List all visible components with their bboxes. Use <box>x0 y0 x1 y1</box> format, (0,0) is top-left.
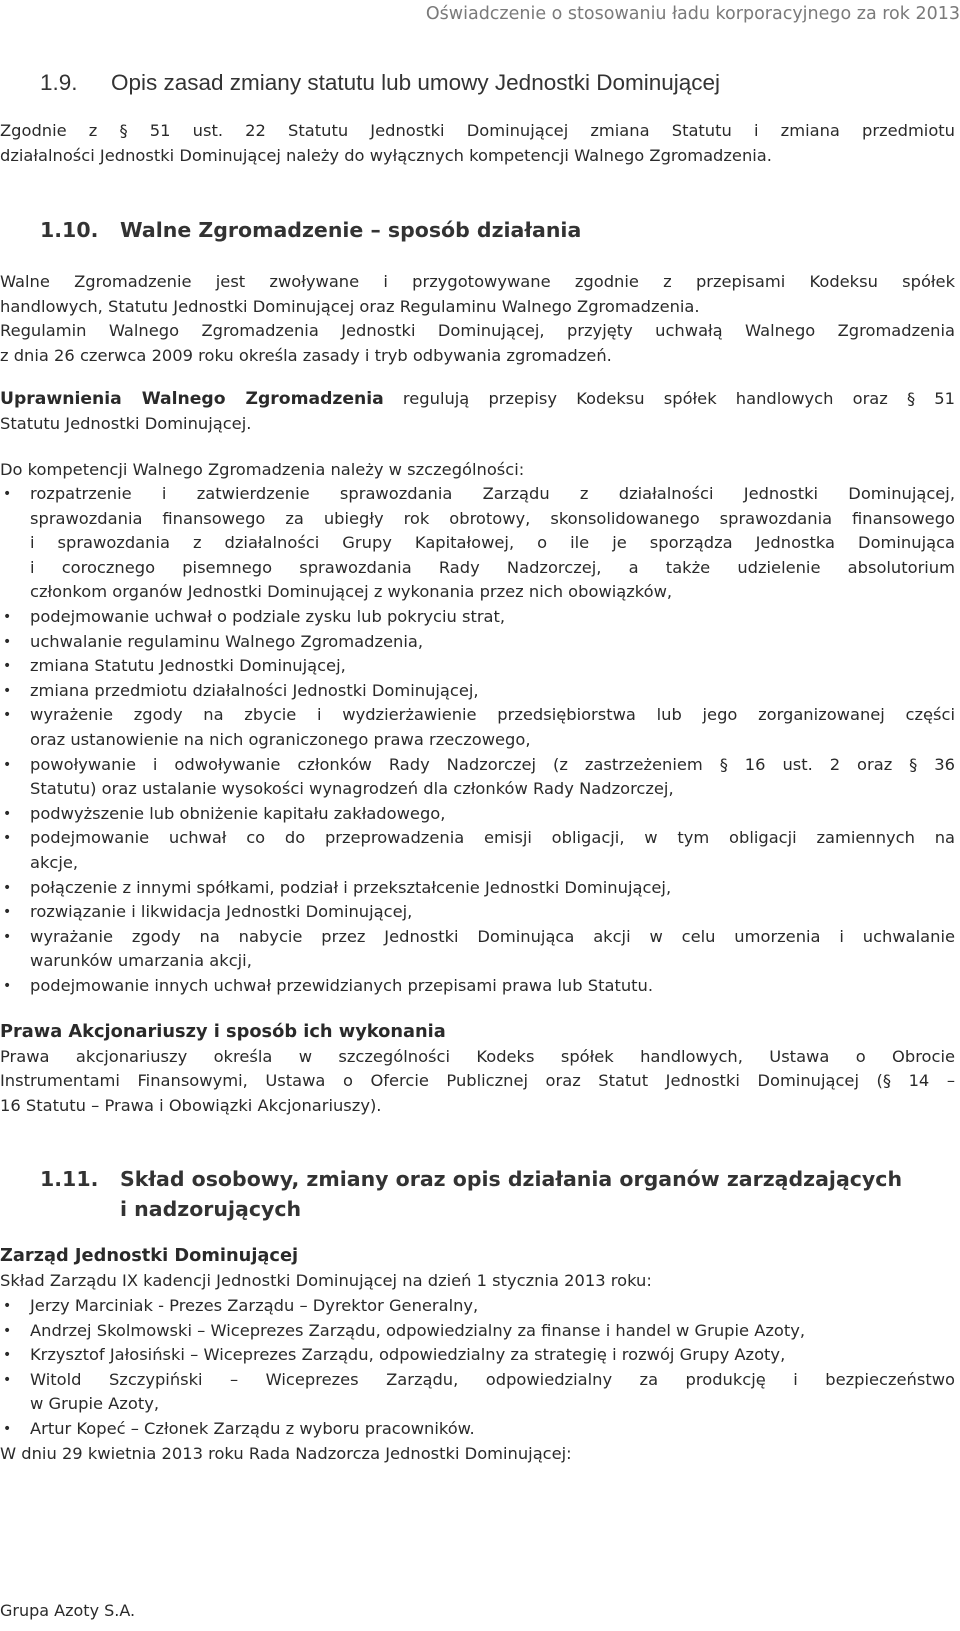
list-item-text <box>30 703 955 752</box>
bullet-icon: • <box>3 904 12 921</box>
text-line: handlowych, Statutu Jednostki Dominującej oraz Regulaminu Walnego Zgromadzenia. <box>0 296 700 316</box>
bullet-icon: • <box>3 830 12 847</box>
text-line: i sprawozdania z działalności Grupy Kapitałowej, o ile je sporządza Jednostka Dominująca <box>30 533 955 553</box>
text-line: Statutu Jednostki Dominującej. <box>0 413 252 433</box>
list-item-text <box>30 630 955 655</box>
text-line: zmiana przedmiotu działalności Jednostki Dominującej, <box>30 680 479 700</box>
list-item <box>0 1294 955 1319</box>
bold-phrase: Uprawnienia Walnego Zgromadzenia <box>0 389 384 409</box>
bullet-icon: • <box>3 486 12 502</box>
section-number: 1.11. <box>40 1167 99 1191</box>
paragraph-powers <box>0 387 955 436</box>
list-item <box>0 826 955 875</box>
text-line: sprawozdania finansowego za ubiegły rok obrotowy, skonsolidowanego sprawozdania finansowego <box>30 508 955 528</box>
section-number: 1.9. <box>40 70 78 95</box>
list-item <box>0 630 955 655</box>
text-line: akcje, <box>30 852 79 872</box>
bullet-icon: • <box>3 682 12 699</box>
list-item-text <box>30 679 955 704</box>
text-line: połączenie z innymi spółkami, podział i przekształcenie Jednostki Dominującej, <box>30 877 672 897</box>
list-item <box>0 654 955 679</box>
bullet-icon: • <box>3 707 12 724</box>
list-item-text <box>30 605 955 630</box>
list-item-text <box>30 876 955 901</box>
text-line <box>0 387 955 412</box>
subheading: Zarząd Jednostki Dominującej <box>0 1245 299 1266</box>
bullet-icon: • <box>3 1347 12 1364</box>
list-item-text <box>30 1417 955 1442</box>
list-item <box>0 1343 955 1368</box>
text-line: powoływanie i odwoływanie członków Rady Nadzorczej (z zastrzeżeniem § 16 ust. 2 oraz § 36 <box>30 754 955 774</box>
list-item <box>0 482 955 605</box>
list-item-text <box>30 1343 955 1368</box>
text-line: wyrażanie zgody na nabycie przez Jednostki Dominująca akcji w celu umorzenia i uchwalanie <box>30 926 955 946</box>
shareholder-rights <box>0 1020 955 1118</box>
list-item <box>0 679 955 704</box>
subheading: Prawa Akcjonariuszy i sposób ich wykonania <box>0 1021 446 1042</box>
text-line: Do kompetencji Walnego Zgromadzenia należy w szczególności: <box>0 460 525 479</box>
text-line: 16 Statutu – Prawa i Obowiązki Akcjonariuszy). <box>0 1095 382 1115</box>
text-line: podwyższenie lub obniżenie kapitału zakładowego, <box>30 803 446 823</box>
bullet-icon: • <box>3 658 12 675</box>
board-section <box>0 1244 955 1293</box>
list-item-text <box>30 925 955 974</box>
text-line: oraz ustanowienie na nich ograniczonego prawa rzeczowego, <box>30 729 531 749</box>
closing-line <box>0 1442 955 1467</box>
board-members-list <box>0 1294 955 1442</box>
list-item-text <box>30 826 955 875</box>
text-line: W dniu 29 kwietnia 2013 roku Rada Nadzorcza Jednostki Dominującej: <box>0 1444 572 1463</box>
paragraph-statute-change <box>0 119 955 168</box>
section-heading-1-9 <box>40 70 720 96</box>
section-title: Walne Zgromadzenie – sposób działania <box>120 218 582 242</box>
list-item-text <box>30 974 955 999</box>
list-item <box>0 753 955 802</box>
list-item-text <box>30 900 955 925</box>
text-run: regulują przepisy Kodeksu spółek handlowych oraz § 51 <box>383 389 955 408</box>
bullet-icon: • <box>3 1420 12 1437</box>
text-line: Jerzy Marciniak - Prezes Zarządu – Dyrektor Generalny, <box>30 1296 479 1315</box>
text-line: rozpatrzenie i zatwierdzenie sprawozdania Zarządu z działalności Jednostki Dominującej, <box>30 484 955 503</box>
paragraph-competences-intro <box>0 458 955 483</box>
list-item-text <box>30 1319 955 1344</box>
text-line: Witold Szczypiński – Wiceprezes Zarządu, odpowiedzialny za produkcję i bezpieczeństwo <box>30 1369 955 1389</box>
list-item <box>0 605 955 630</box>
list-item <box>0 876 955 901</box>
text-line: Statutu) oraz ustalanie wysokości wynagrodzeń dla członków Rady Nadzorczej, <box>30 779 674 799</box>
list-item <box>0 925 955 974</box>
list-item <box>0 974 955 999</box>
paragraph-general-meeting <box>0 270 955 368</box>
list-item-text <box>30 1368 955 1417</box>
list-item <box>0 1417 955 1442</box>
text-line: Instrumentami Finansowymi, Ustawa o Ofercie Publicznej oraz Statut Jednostki Dominującej (§ 14 – <box>0 1071 955 1090</box>
bullet-icon: • <box>3 608 12 625</box>
text-line: Skład Zarządu IX kadencji Jednostki Dominującej na dzień 1 stycznia 2013 roku: <box>0 1270 652 1290</box>
section-number: 1.10. <box>40 218 99 242</box>
text-line: Artur Kopeć – Członek Zarządu z wyboru pracowników. <box>30 1418 475 1438</box>
text-line: działalności Jednostki Dominującej należy do wyłącznych kompetencji Walnego Zgromadzenia. <box>0 145 772 165</box>
list-item-text <box>30 1294 955 1319</box>
bullet-icon: • <box>3 756 12 773</box>
text-line: podejmowanie uchwał o podziale zysku lub pokryciu strat, <box>30 606 506 626</box>
bullet-icon: • <box>3 633 12 650</box>
text-line: Zgodnie z § 51 ust. 22 Statutu Jednostki Dominującej zmiana Statutu i zmiana przedmiotu <box>0 121 955 140</box>
list-item <box>0 1319 955 1344</box>
text-line: Andrzej Skolmowski – Wiceprezes Zarządu, odpowiedzialny za finanse i handel w Grupie Azoty, <box>30 1320 806 1340</box>
text-line: i corocznego pisemnego sprawozdania Rady Nadzorczej, a także udzielenie absolutorium <box>30 557 955 577</box>
text-line: z dnia 26 czerwca 2009 roku określa zasady i tryb odbywania zgromadzeń. <box>0 345 612 365</box>
text-line: podejmowanie uchwał co do przeprowadzenia emisji obligacji, w tym obligacji zamiennych na <box>30 828 955 848</box>
bullet-icon: • <box>3 879 12 896</box>
list-item <box>0 900 955 925</box>
list-item <box>0 802 955 827</box>
bullet-icon: • <box>3 1371 12 1388</box>
section-heading-1-11 <box>40 1164 902 1224</box>
list-item-text <box>30 802 955 827</box>
text-line: w Grupie Azoty, <box>30 1394 160 1414</box>
text-line: Prawa akcjonariuszy określa w szczególności Kodeks spółek handlowych, Ustawa o Obrocie <box>0 1046 955 1066</box>
section-title: Skład osobowy, zmiany oraz opis działania organów zarządzających <box>120 1167 903 1191</box>
text-line: warunków umarzania akcji, <box>30 951 252 971</box>
text-line: Regulamin Walnego Zgromadzenia Jednostki Dominującej, przyjęty uchwałą Walnego Zgromadzenia <box>0 321 955 340</box>
text-line: wyrażenie zgody na zbycie i wydzierżawienie przedsiębiorstwa lub jego zorganizowanej części <box>30 705 955 725</box>
text-line: Walne Zgromadzenie jest zwoływane i przygotowywane zgodnie z przepisami Kodeksu spółek <box>0 272 955 291</box>
running-header: Oświadczenie o stosowaniu ładu korporacyjnego za rok 2013 <box>425 4 960 24</box>
competences-list <box>0 482 955 998</box>
text-line: zmiana Statutu Jednostki Dominującej, <box>30 656 346 676</box>
list-item <box>0 703 955 752</box>
bullet-icon: • <box>3 1322 12 1339</box>
list-item <box>0 1368 955 1417</box>
page-footer: Grupa Azoty S.A. <box>0 1601 136 1620</box>
section-heading-1-10 <box>40 215 581 245</box>
bullet-icon: • <box>3 1298 12 1314</box>
section-title: Opis zasad zmiany statutu lub umowy Jednostki Dominującej <box>111 70 721 95</box>
text-line: rozwiązanie i likwidacja Jednostki Dominującej, <box>30 902 413 922</box>
text-line: podejmowanie innych uchwał przewidzianych przepisami prawa lub Statutu. <box>30 975 654 995</box>
text-line: uchwalanie regulaminu Walnego Zgromadzenia, <box>30 631 423 651</box>
bullet-icon: • <box>3 928 12 945</box>
list-item-text <box>30 482 955 605</box>
bullet-icon: • <box>3 977 12 994</box>
text-line: Krzysztof Jałosiński – Wiceprezes Zarządu, odpowiedzialny za strategię i rozwój Grupy Azoty, <box>30 1345 786 1365</box>
list-item-text <box>30 654 955 679</box>
bullet-icon: • <box>3 805 12 822</box>
text-line: członkom organów Jednostki Dominującej z wykonania przez nich obowiązków, <box>30 582 673 602</box>
section-title-continued: i nadzorujących <box>120 1197 302 1221</box>
list-item-text <box>30 753 955 802</box>
